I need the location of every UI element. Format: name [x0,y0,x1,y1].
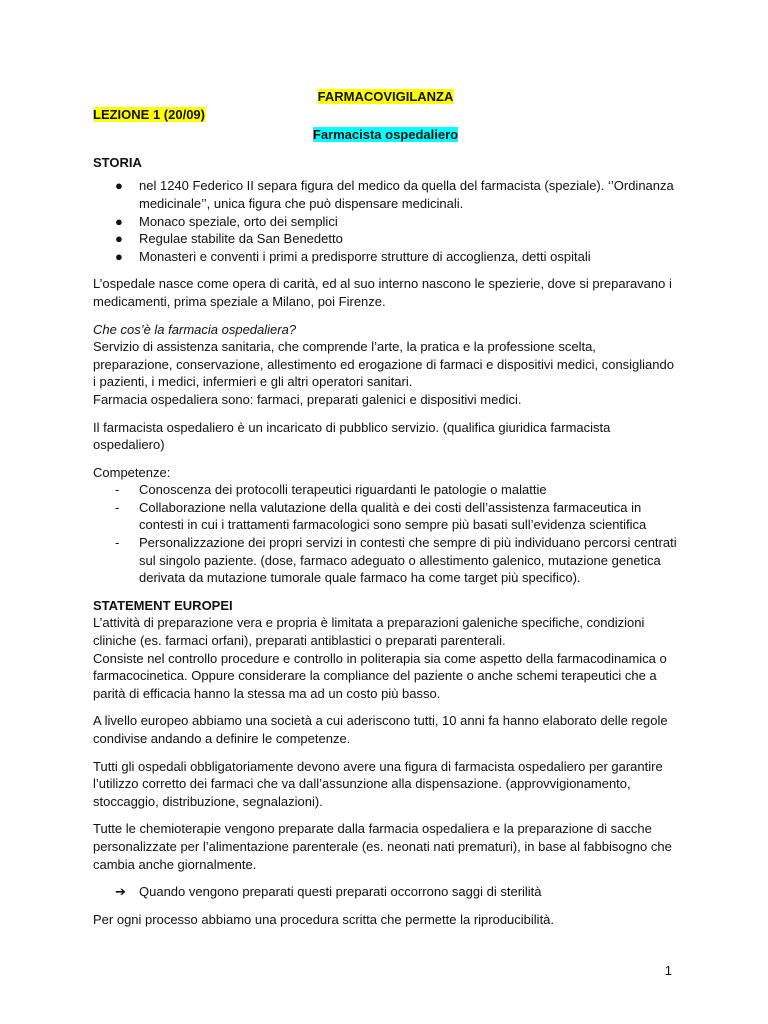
list-item: ● nel 1240 Federico II separa figura del medico da quella del farmacista (speziale). ‘’Ordinanza medicinale’’, unica figura che può dispensare medicinali. [115,178,674,211]
page-number: 1 [664,963,672,978]
question-heading: Che cos’è la farmacia ospedaliera? [93,321,297,337]
statement-heading: STATEMENT EUROPEI [93,597,233,613]
storia-heading: STORIA [93,154,142,170]
competenze-heading: Competenze: [93,464,171,480]
bullet-mark: ● [115,231,123,247]
lesson-line [93,106,678,124]
dash-mark: - [115,482,120,498]
paragraph-farmacia-sono: Farmacia ospedaliera sono: farmaci, preparati galenici e dispositivi medici. [93,391,522,407]
dash-mark: - [115,535,120,551]
bullet-mark: ● [115,178,123,194]
arrow-item [93,883,678,901]
list-item: - Conoscenza dei protocolli terapeutici riguardanti le patologie o malattie [115,482,547,498]
paragraph-ospedale: L’ospedale nasce come opera di carità, ed al suo interno nascono le spezierie, dove si preparavano i medicamenti, prima speziale a Milano, poi Firenze. [93,276,672,309]
bullet-mark: ● [115,248,123,264]
storia-list [93,177,678,265]
document-page [93,88,678,928]
list-item: ● Monaco speziale, orto dei semplici [115,213,338,229]
document-subtitle: Farmacista ospedaliero [312,127,459,143]
subtitle-line [93,126,678,144]
competenze-list [93,481,678,587]
paragraph-statement-2: Consiste nel controllo procedure e controllo in politerapia sia come aspetto della farmacodinamica o farmacocinetica. Oppure considerare la compliance del paziente o anche schemi terapeutici che a parità di efficacia hanno la stessa ma ad un costo più basso. [93,650,667,701]
paragraph-incaricato: Il farmacista ospedaliero è un incaricato di pubblico servizio. (qualifica giuridica farmacista ospedaliero) [93,419,611,453]
paragraph-processo: Per ogni processo abbiamo una procedura scritta che permette la riproducibilità. [93,911,555,927]
dash-mark: - [115,499,120,515]
list-item: - Personalizzazione dei propri servizi in contesti che sempre di più individuano percorsi centrati sul singolo paziente. (dose, farmaco adeguato o allestimento galenico, mutazione genetica derivata da mutazione tumorale quale farmaco ha come target più specifico). [115,535,677,586]
paragraph-chemioterapie: Tutte le chemioterapie vengono preparate dalla farmacia ospedaliera e la preparazione di sacche personalizzate per l’alimentazione parenterale (es. neonati nati prematuri), in base al fabbisogno che cambia anche giornalmente. [93,821,672,872]
arrow-text: Quando vengono preparati questi preparati occorrono saggi di sterilità [139,884,542,900]
paragraph-statement-1: L’attività di preparazione vera e propria è limitata a preparazioni galeniche specifiche, condizioni cliniche (es. farmaci orfani), preparati antiblastici o preparati parenterali. [93,615,645,649]
arrow-icon: ➔ [115,884,126,900]
list-item: ● Monasteri e conventi i primi a predisporre strutture di accoglienza, detti ospitali [115,248,591,264]
paragraph-livello-europeo: A livello europeo abbiamo una società a cui aderiscono tutti, 10 anni fa hanno elaborato delle regole condivise andando a definire le competenze. [93,713,668,746]
title-line [93,88,678,106]
document-title: FARMACOVIGILANZA [317,89,454,104]
paragraph-ospedali: Tutti gli ospedali obbligatoriamente devono avere una figura di farmacista ospedaliero per garantire l’utilizzo corretto dei farmaci che va dall’assunzione alla dispensazione. (approvvigionamento, stoccaggio, distribuzione, segnalazioni). [93,758,663,809]
list-item: ● Regulae stabilite da San Benedetto [115,231,343,247]
list-item: - Collaborazione nella valutazione della qualità e dei costi dell’assistenza farmaceutica in contesti in cui i trattamenti farmacologici sono sempre più basati sull’evidenza scientifica [115,499,647,533]
lesson-label: LEZIONE 1 (20/09) [93,106,205,122]
paragraph-servizio: Servizio di assistenza sanitaria, che comprende l’arte, la pratica e la professione scelta, preparazione, conservazione, allestimento ed erogazione di farmaci e dispositivi medici, consigliando i pazienti, i medici, infermieri e gli altri operatori sanitari. [93,339,674,390]
bullet-mark: ● [115,213,123,229]
